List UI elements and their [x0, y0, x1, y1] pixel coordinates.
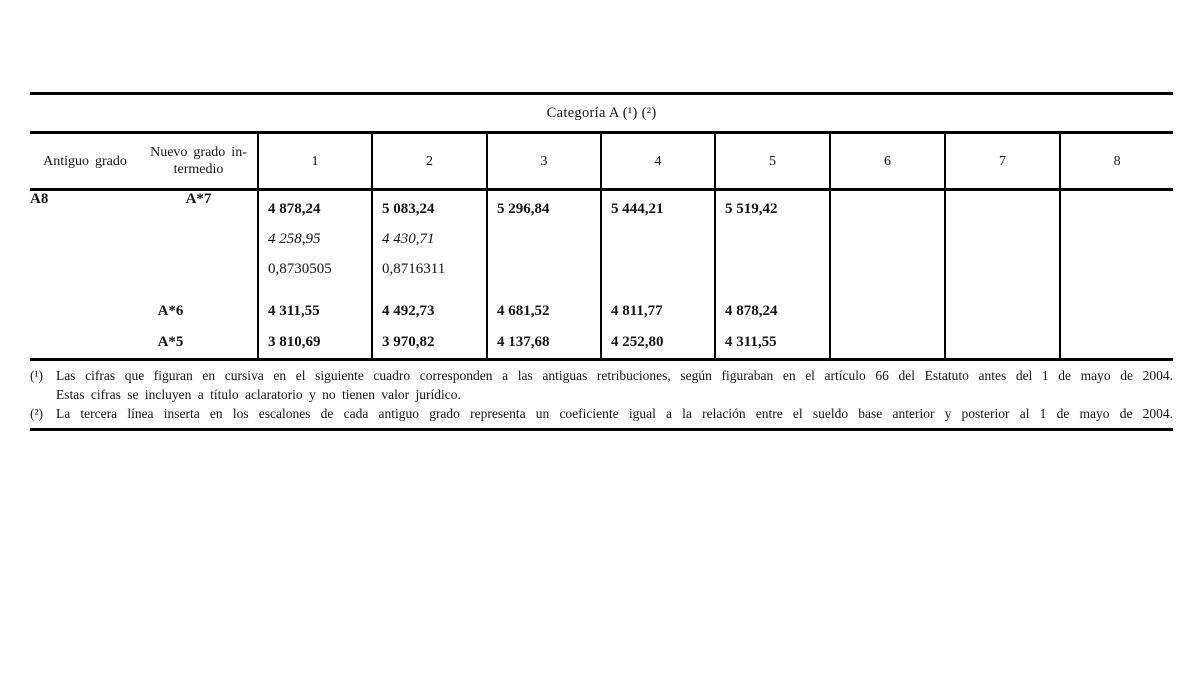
cell-step-2 [372, 190, 487, 297]
cell-step-6 [830, 190, 945, 297]
table-row [30, 327, 1173, 360]
cell-step-3: 4 137,68 [487, 327, 601, 360]
value-old: 4 258,95 [268, 231, 321, 247]
cell-step-8 [1060, 327, 1173, 360]
table-header-row [30, 133, 1173, 190]
salary-table [30, 92, 1173, 361]
value-coefficient: 0,8716311 [382, 261, 446, 277]
footnote-1-text [56, 366, 1173, 404]
cell-step-3: 4 681,52 [487, 296, 601, 327]
cell-step-2: 4 492,73 [372, 296, 487, 327]
antiguo-grado-label: A8 [30, 191, 49, 207]
header-step-8: 8 [1060, 133, 1173, 190]
cell-step-5: 4 311,55 [715, 327, 830, 360]
cell-step-8 [1060, 190, 1173, 297]
nuevo-grado-label: A*7 [185, 191, 212, 207]
footnote-1-line-1: Las cifras que figuran en cursiva en el siguiente cuadro corresponden a las antiguas retribuciones, según figuraban en el artículo 66 del Estatuto antes del 1 de mayo de 2004. [56, 368, 1173, 383]
header-step-1: 1 [258, 133, 372, 190]
header-step-4: 4 [601, 133, 715, 190]
table-title-row [30, 94, 1173, 133]
header-nuevo-line1: Nuevo grado in- [150, 145, 247, 160]
cell-step-7 [945, 190, 1060, 297]
value-new: 4 878,24 [268, 201, 321, 217]
cell-step-5: 4 878,24 [715, 296, 830, 327]
cell-step-5 [715, 190, 830, 297]
cell-step-4: 4 252,80 [601, 327, 715, 360]
header-step-5: 5 [715, 133, 830, 190]
value-old: 4 430,71 [382, 231, 435, 247]
salary-table-container [30, 92, 1173, 361]
header-step-3: 3 [487, 133, 601, 190]
cell-step-7 [945, 327, 1060, 360]
table-title: Categoría A (¹) (²) [30, 94, 1173, 133]
header-step-2: 2 [372, 133, 487, 190]
cell-step-6 [830, 296, 945, 327]
cell-step-7 [945, 296, 1060, 327]
footnote-1-marker: (¹) [30, 368, 44, 383]
cell-step-3 [487, 190, 601, 297]
footnote-2-text [56, 404, 1173, 423]
footnote-1-line-2: Estas cifras se incluyen a título aclaratorio y no tienen valor jurídico. [56, 387, 461, 402]
cell-step-4: 4 811,77 [601, 296, 715, 327]
cell-step-1: 4 311,55 [258, 296, 372, 327]
table-row [30, 190, 1173, 297]
value-new: 5 519,42 [725, 201, 778, 217]
cell-step-2: 3 970,82 [372, 327, 487, 360]
bottom-rule [30, 428, 1173, 431]
value-new: 5 296,84 [497, 201, 550, 217]
nuevo-grado-label: A*5 [140, 327, 258, 360]
footnote-2-marker: (²) [30, 406, 44, 421]
footnote-1 [30, 366, 1173, 404]
cell-step-8 [1060, 296, 1173, 327]
antiguo-grado-label [30, 327, 140, 360]
header-step-6: 6 [830, 133, 945, 190]
header-nuevo-line2: termedio [173, 162, 224, 177]
footnote-2-line-1: La tercera línea inserta en los escalones de cada antiguo grado representa un coeficiente igual a la relación entre el sueldo base anterior y posterior al 1 de mayo de 2004. [56, 406, 1173, 421]
cell-step-1: 3 810,69 [258, 327, 372, 360]
cell-step-1 [258, 190, 372, 297]
header-antiguo-grado: Antiguo grado [30, 133, 140, 190]
table-row [30, 296, 1173, 327]
cell-step-4 [601, 190, 715, 297]
nuevo-grado-label: A*6 [157, 303, 184, 319]
header-nuevo-grado [140, 133, 258, 190]
value-new: 5 444,21 [611, 201, 664, 217]
antiguo-grado-label [30, 296, 140, 327]
footnote-2 [30, 404, 1173, 423]
header-step-7: 7 [945, 133, 1060, 190]
footnotes [30, 366, 1173, 423]
cell-step-6 [830, 327, 945, 360]
value-coefficient: 0,8730505 [268, 261, 332, 277]
value-new: 5 083,24 [382, 201, 435, 217]
